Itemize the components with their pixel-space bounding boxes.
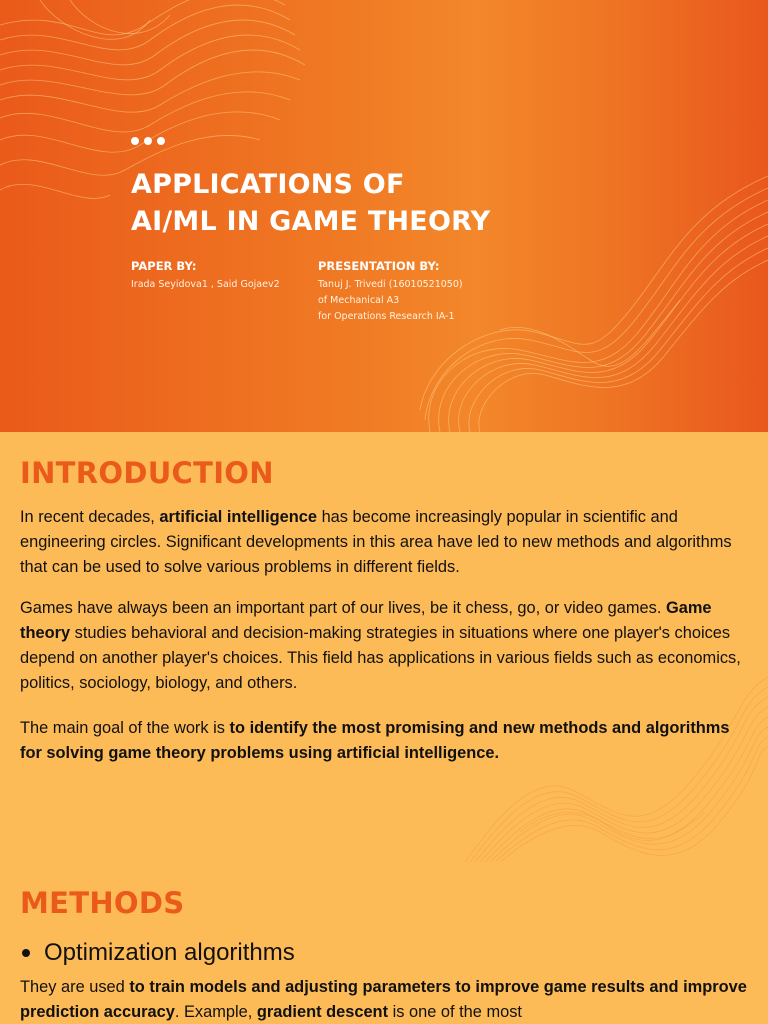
title-line-2: AI/ML IN GAME THEORY — [131, 206, 491, 237]
ellipsis-dots — [131, 137, 165, 145]
introduction-paragraph-1 — [20, 505, 755, 580]
methods-heading: METHODS — [20, 886, 185, 920]
dot — [157, 137, 165, 145]
presentation-by-label: PRESENTATION BY: — [318, 259, 440, 273]
text-segment: has become increasingly popular in scientific and engineering circles. Significant developments in this area have led to new methods and algorithms that can be used to solve various problems in different fields. — [20, 508, 732, 576]
bullet-dot — [22, 949, 30, 957]
methods-paragraph-1 — [20, 975, 755, 1024]
paper-by-label: PAPER BY: — [131, 259, 197, 273]
introduction-paragraph-2 — [20, 596, 755, 696]
bullet-optimization-algorithms — [22, 938, 295, 968]
bullet-label: Optimization algorithms — [44, 939, 295, 966]
emphasis-train-models: to train models and adjusting parameters to improve game results and improve prediction accuracy — [20, 978, 747, 1021]
text-segment: studies behavioral and decision-making strategies in situations where one player's choices depend on another player's choices. This field has applications in various fields such as economics, politics, sociology, biology, and others. — [20, 624, 741, 692]
text-segment: In recent decades, — [20, 508, 160, 526]
page-title — [131, 166, 490, 240]
paper-authors-block — [131, 277, 280, 293]
dot — [131, 137, 139, 145]
document-body — [0, 432, 768, 1024]
presenter-name: Tanuj J. Trivedi (16010521050) — [318, 279, 463, 290]
text-segment: Games have always been an important part of our lives, be it chess, go, or video games. — [20, 599, 666, 617]
emphasis-artificial-intelligence: artificial intelligence — [159, 508, 318, 526]
emphasis-game-theory: Game theory — [20, 599, 712, 642]
title-line-1: APPLICATIONS OF — [131, 169, 405, 200]
presenter-department: of Mechanical A3 — [318, 295, 400, 306]
dot — [144, 137, 152, 145]
emphasis-gradient-descent: gradient descent — [256, 1003, 389, 1021]
presenter-block — [318, 277, 463, 325]
introduction-heading: INTRODUCTION — [20, 456, 274, 490]
presenter-course: for Operations Research IA-1 — [318, 311, 455, 322]
introduction-paragraph-3 — [20, 716, 755, 766]
text-segment: They are used — [20, 978, 130, 996]
text-segment: The main goal of the work is — [20, 719, 230, 737]
title-banner — [0, 0, 768, 432]
text-segment: is one of the most — [388, 1003, 522, 1021]
emphasis-main-goal: to identify the most promising and new methods and algorithms for solving game theory problems using artificial intelligence. — [20, 719, 730, 762]
text-segment: . Example, — [174, 1003, 257, 1021]
paper-authors: Irada Seyidova1 , Said Gojaev2 — [131, 279, 280, 290]
